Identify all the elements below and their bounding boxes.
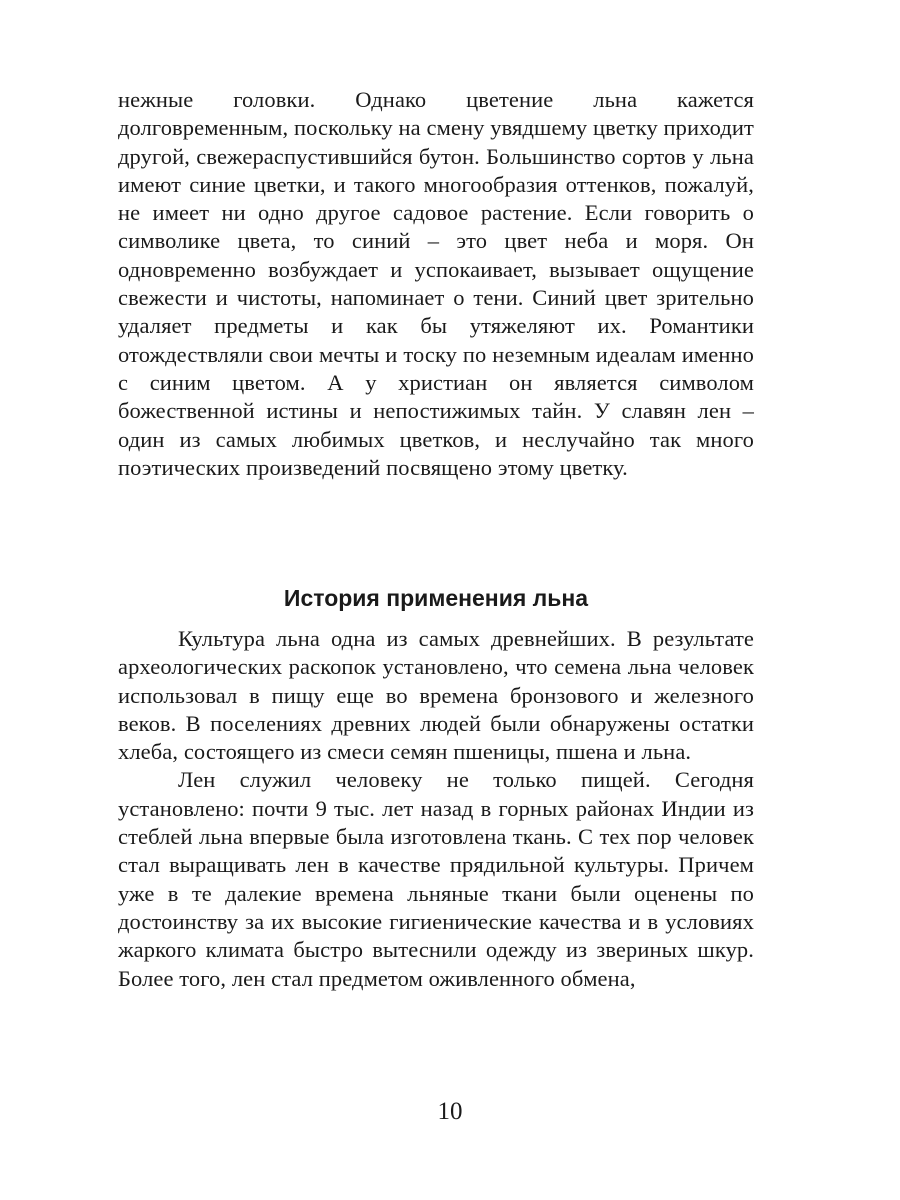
section-heading: История применения льна: [283, 585, 589, 612]
intro-paragraph: нежные головки. Однако цветение льна кажется долговременным, поскольку на смену увядшему цветку приходит другой, свежераспустившийся бутон. Большинство сортов у льна имеют синие цветки, и такого многообразия оттенков, пожалуй, не имеет ни одно другое садовое растение. Если говорить о символике цвета, то синий – это цвет неба и моря. Он одновременно возбуждает и успокаивает, вызывает ощущение свежести и чистоты, напоминает о тени. Синий цвет зрительно удаляет предметы и как бы утяжеляют их. Романтики отождествляли свои мечты и тоску по неземным идеалам именно с синим цветом. А у христиан он является символом божественной истины и непостижимых тайн. У славян лен – один из самых любимых цветков, и неслучайно так много поэтических произведений посвящено этому цветку.: [118, 87, 754, 480]
intro-text-block: [118, 86, 754, 482]
paragraph: Лен служил человеку не только пищей. Сегодня установлено: почти 9 тыс. лет назад в горных районах Индии из стеблей льна впервые была изготовлена ткань. С тех пор человек стал выращивать лен в качестве прядильной культуры. Причем уже в те далекие времена льняные ткани были оценены по достоинству за их высокие гигиенические качества и в условиях жаркого климата быстро вытеснили одежду из звериных шкур. Более того, лен стал предметом оживленного обмена,: [118, 767, 754, 991]
page-number: 10: [437, 1098, 463, 1125]
paragraph: Культура льна одна из самых древнейших. В результате археологических раскопок установлено, что семена льна человек использовал в пищу еще во времена бронзового и железного веков. В поселениях древних людей были обнаружены остатки хлеба, состоящего из смеси семян пшеницы, пшена и льна.: [118, 626, 754, 765]
section-text-block: [118, 625, 754, 993]
